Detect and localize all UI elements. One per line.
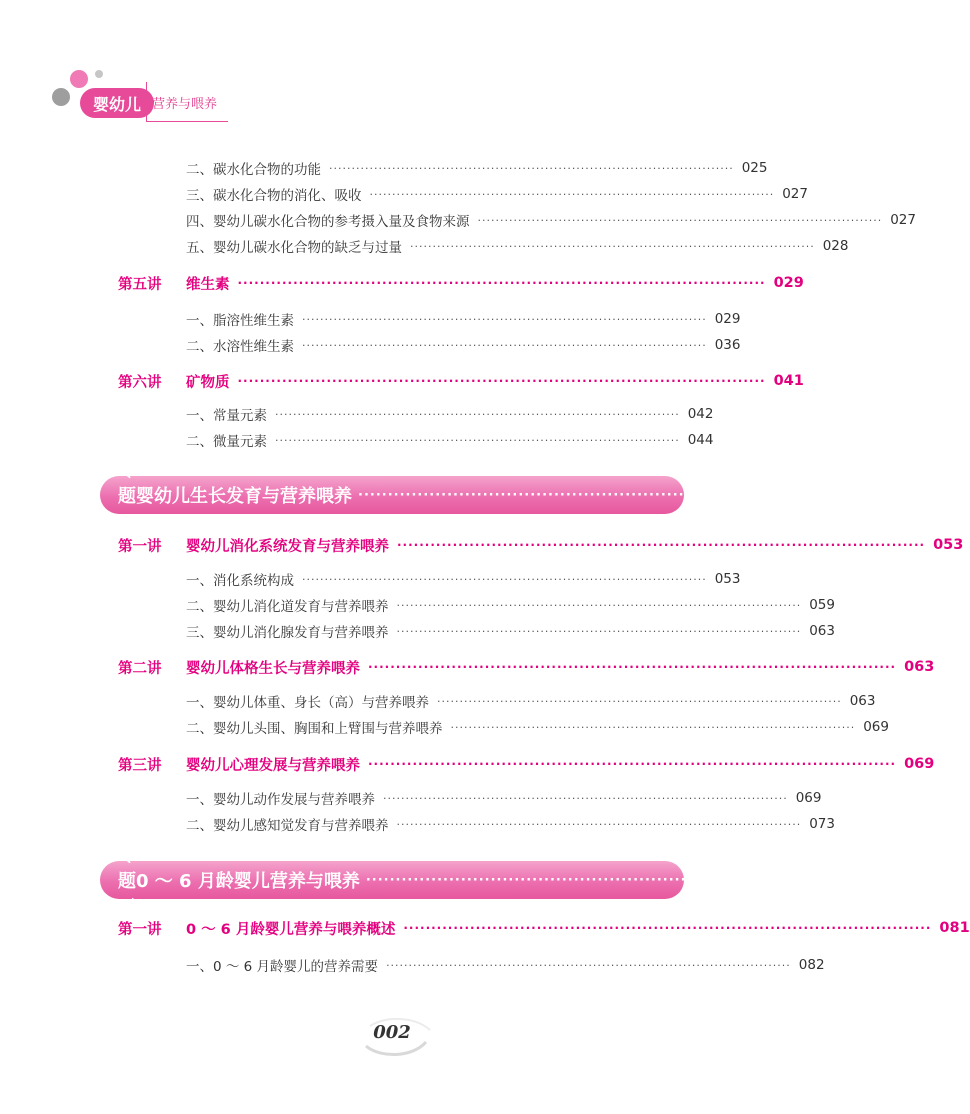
lecture-page: 063	[904, 659, 935, 675]
toc-entry-page: 029	[714, 311, 741, 327]
decor-dot-pink	[70, 70, 88, 88]
toc-entry[interactable]	[0, 401, 800, 427]
lecture-page: 069	[904, 756, 935, 772]
toc-entry-page: 063	[849, 693, 876, 709]
leader-dots: ··························································································	[275, 407, 680, 421]
toc-lecture[interactable]	[0, 270, 804, 296]
toc-entry-title: 一、常量元素	[186, 408, 267, 424]
toc-entry[interactable]	[0, 155, 800, 181]
toc-entry-page: 053	[714, 571, 741, 587]
lecture-title: 婴幼儿体格生长与营养喂养	[186, 660, 360, 677]
toc-entry-title: 三、碳水化合物的消化、吸收	[186, 188, 362, 204]
toc-entry-title: 四、婴幼儿碳水化合物的参考摄入量及食物来源	[186, 214, 470, 230]
leader-dots: ··························································	[358, 487, 703, 503]
toc-entry-page: 069	[795, 790, 822, 806]
leader-dots: ··························································································	[302, 338, 707, 352]
topic-page: 080	[716, 869, 754, 891]
toc-topic-banner[interactable]	[100, 460, 747, 533]
toc-entry-title: 一、婴幼儿体重、身长（高）与营养喂养	[186, 695, 429, 711]
topic-title: 婴幼儿生长发育与营养喂养	[136, 486, 352, 507]
topic-label: 专题二	[118, 460, 136, 533]
decor-dot-gray	[52, 88, 70, 106]
header-divider	[146, 82, 147, 122]
toc-entry[interactable]	[0, 181, 808, 207]
leader-dots: ··························································································	[450, 720, 856, 734]
toc-entry-page: 036	[714, 337, 741, 353]
lecture-label: 第三讲	[118, 757, 162, 774]
toc-entry[interactable]	[0, 952, 825, 978]
toc-entry-page: 028	[822, 238, 849, 254]
leader-dots: ··························································································	[302, 312, 707, 326]
toc-lecture[interactable]	[0, 654, 935, 680]
toc-entry-page: 059	[809, 597, 835, 613]
toc-entry[interactable]	[0, 714, 889, 740]
toc-entry[interactable]	[0, 592, 835, 618]
toc-lecture[interactable]	[0, 532, 964, 558]
toc-entry-title: 二、婴幼儿头围、胸围和上臂围与营养喂养	[186, 721, 443, 737]
lecture-page: 041	[773, 373, 804, 389]
toc-entry-title: 二、碳水化合物的功能	[186, 162, 321, 178]
lecture-label: 第六讲	[118, 374, 162, 391]
page-number: 002	[373, 1022, 411, 1043]
leader-dots: ··························································································	[329, 161, 734, 175]
brand-logo: 婴幼儿	[80, 88, 154, 118]
toc-lecture[interactable]	[0, 368, 804, 394]
lecture-label: 第五讲	[118, 276, 162, 293]
toc-entry[interactable]	[0, 427, 800, 453]
lecture-title: 0 ～ 6 月龄婴儿营养与喂养概述	[186, 921, 396, 938]
toc-entry-page: 025	[741, 160, 768, 176]
leader-dots: ··························································································	[275, 433, 680, 447]
running-header	[0, 0, 800, 130]
toc-lecture[interactable]	[0, 751, 935, 777]
lecture-label: 第二讲	[118, 660, 162, 677]
lecture-page: 081	[939, 920, 970, 936]
leader-dots: ··························································································	[396, 598, 802, 612]
leader-dots: ·······························································································	[368, 757, 897, 771]
toc-entry[interactable]	[0, 233, 849, 259]
lecture-title: 矿物质	[186, 374, 230, 391]
topic-label: 专题三	[118, 845, 136, 918]
toc-entry-page: 044	[687, 432, 714, 448]
toc-entry-page: 027	[890, 212, 916, 228]
topic-page: 052	[708, 484, 747, 506]
toc-entry[interactable]	[0, 785, 822, 811]
toc-entry-page: 042	[687, 406, 714, 422]
lecture-page: 029	[773, 275, 804, 291]
leader-dots: ··························································································	[437, 694, 842, 708]
book-subtitle: 营养与喂养	[152, 97, 218, 112]
toc-entry[interactable]	[0, 566, 800, 592]
toc-entry-title: 二、婴幼儿感知觉发育与营养喂养	[186, 818, 389, 834]
toc-entry-title: 一、脂溶性维生素	[186, 313, 294, 329]
toc-entry-title: 一、婴幼儿动作发展与营养喂养	[186, 792, 375, 808]
toc-entry[interactable]	[0, 688, 876, 714]
toc-entry-title: 二、微量元素	[186, 434, 267, 450]
leader-dots: ··························································································	[369, 187, 775, 201]
toc-entry[interactable]	[0, 332, 800, 358]
toc-entry-page: 073	[809, 816, 835, 832]
page-number-badge	[360, 1014, 440, 1058]
toc-entry[interactable]	[0, 207, 916, 233]
leader-dots: ·······························································································	[368, 660, 897, 674]
leader-dots: ·······························································································	[397, 538, 926, 552]
lecture-label: 第一讲	[118, 921, 162, 938]
leader-dots: ·······························································································	[237, 374, 766, 388]
lecture-title: 婴幼儿消化系统发育与营养喂养	[186, 538, 389, 555]
header-underline	[146, 121, 228, 122]
decor-dot-light	[95, 70, 103, 78]
toc-entry-title: 二、水溶性维生素	[186, 339, 294, 355]
toc-entry-title: 五、婴幼儿碳水化合物的缺乏与过量	[186, 240, 402, 256]
toc-entry[interactable]	[0, 306, 800, 332]
leader-dots: ··························································································	[383, 791, 788, 805]
topic-title: 0 ～ 6 月龄婴儿营养与喂养	[136, 871, 360, 892]
leader-dots: ··························································································	[396, 624, 802, 638]
toc-entry[interactable]	[0, 618, 835, 644]
toc-entry-title: 二、婴幼儿消化道发育与营养喂养	[186, 599, 389, 615]
toc-entry-title: 三、婴幼儿消化腺发育与营养喂养	[186, 625, 389, 641]
toc-entry-title: 一、0 ～ 6 月龄婴儿的营养需要	[186, 959, 379, 975]
lecture-title: 婴幼儿心理发展与营养喂养	[186, 757, 360, 774]
toc-entry-page: 082	[798, 957, 825, 973]
leader-dots: ··························································································	[477, 213, 883, 227]
toc-topic-banner[interactable]	[100, 845, 754, 918]
leader-dots: ·······························································································	[403, 921, 932, 935]
leader-dots: ··························································································	[410, 239, 815, 253]
toc-entry[interactable]	[0, 811, 835, 837]
leader-dots: ··························································································	[396, 817, 802, 831]
lecture-page: 053	[933, 537, 964, 553]
lecture-label: 第一讲	[118, 538, 162, 555]
toc-entry-title: 一、消化系统构成	[186, 573, 294, 589]
toc-entry-page: 063	[809, 623, 835, 639]
toc-lecture[interactable]	[0, 915, 970, 941]
leader-dots: ··························································································	[386, 958, 791, 972]
leader-dots: ··························································	[365, 872, 711, 888]
toc-entry-page: 069	[863, 719, 889, 735]
leader-dots: ··························································································	[302, 572, 707, 586]
leader-dots: ·······························································································	[237, 276, 766, 290]
lecture-title: 维生素	[186, 276, 230, 293]
toc-entry-page: 027	[782, 186, 808, 202]
